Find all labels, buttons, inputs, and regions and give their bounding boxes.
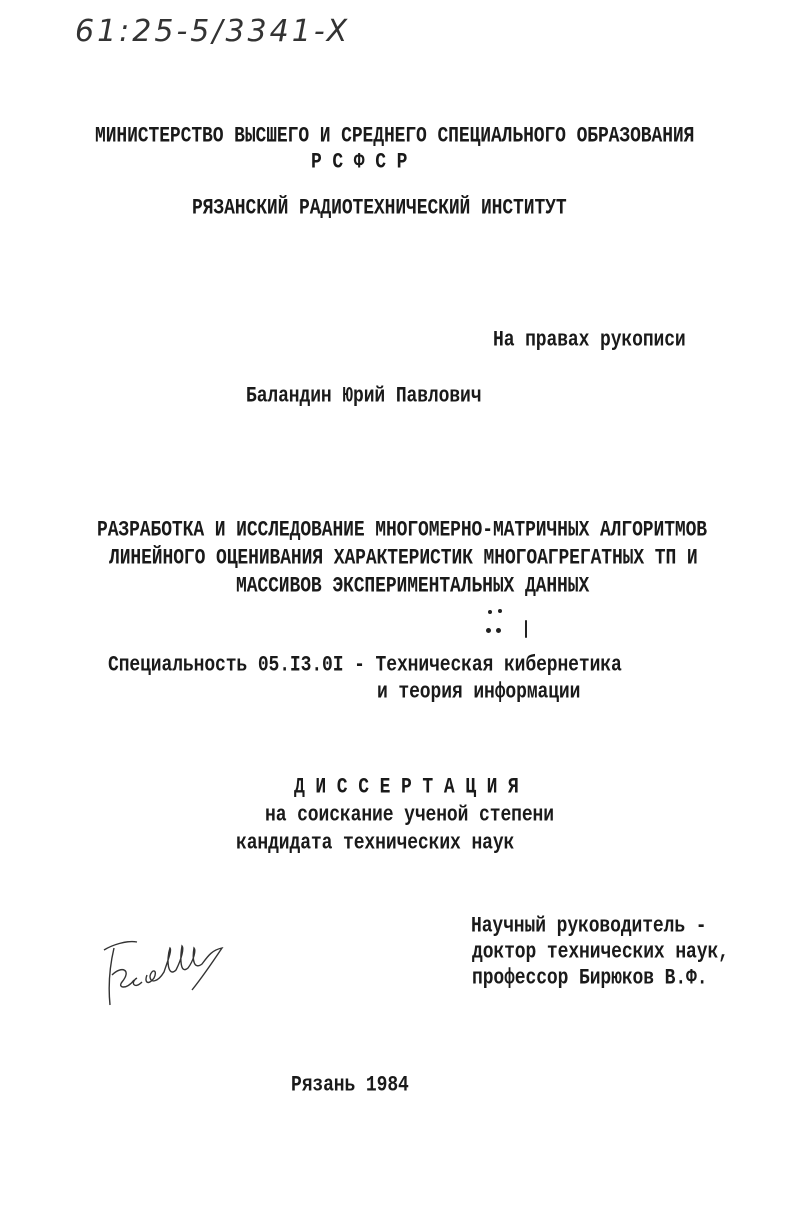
supervisor-line-2: доктор технических наук, [472, 940, 729, 965]
title-line-1: РАЗРАБОТКА И ИССЛЕДОВАНИЕ МНОГОМЕРНО-МАТРИЧНЫХ АЛГОРИТМОВ [97, 518, 708, 543]
scan-speck [486, 628, 491, 633]
dissertation-line-1: на соискание ученой степени [265, 803, 554, 828]
title-line-3: МАССИВОВ ЭКСПЕРИМЕНТАЛЬНЫХ ДАННЫХ [236, 574, 590, 599]
scan-speck [488, 610, 492, 614]
title-line-2: ЛИНЕЙНОГО ОЦЕНИВАНИЯ ХАРАКТЕРИСТИК МНОГОАГРЕГАТНЫХ ТП И [109, 546, 698, 571]
city-year-footer: Рязань 1984 [291, 1073, 409, 1098]
archive-code-handwritten: 61:25-5/3341-X [75, 14, 351, 49]
handwritten-signature [92, 920, 242, 1010]
manuscript-note: На правах рукописи [493, 328, 686, 353]
republic-heading: Р С Ф С Р [311, 150, 408, 175]
dissertation-line-2: кандидата технических наук [236, 831, 515, 856]
scan-speck [496, 628, 501, 633]
institute-heading: РЯЗАНСКИЙ РАДИОТЕХНИЧЕСКИЙ ИНСТИТУТ [192, 196, 567, 221]
scan-speck [525, 620, 527, 638]
dissertation-heading: Д И С С Е Р Т А Ц И Я [294, 775, 519, 800]
specialty-line-1: Специальность 05.I3.0I - Техническая кибернетика [108, 653, 622, 678]
supervisor-line-1: Научный руководитель - [471, 914, 707, 939]
scan-speck [498, 609, 502, 613]
supervisor-line-3: профессор Бирюков В.Ф. [472, 966, 708, 991]
author-name: Баландин Юрий Павлович [246, 384, 482, 409]
specialty-line-2: и теория информации [377, 680, 581, 705]
ministry-heading: МИНИСТЕРСТВО ВЫСШЕГО И СРЕДНЕГО СПЕЦИАЛЬНОГО ОБРАЗОВАНИЯ [95, 124, 695, 149]
